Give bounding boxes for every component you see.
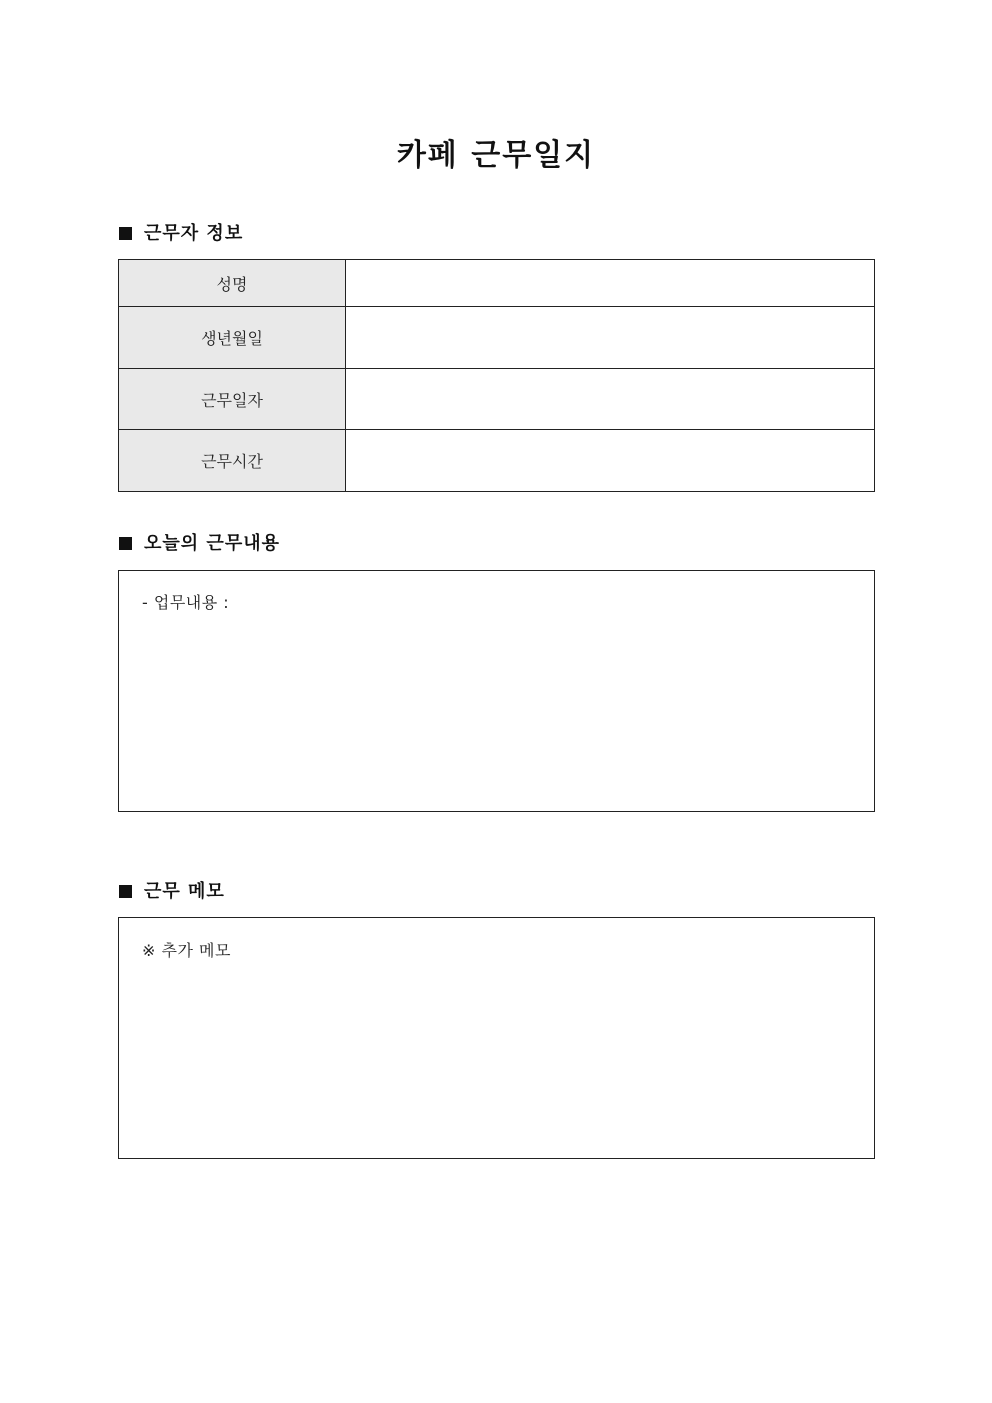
work-date-label: 근무일자 [119, 369, 346, 430]
birthdate-field[interactable] [346, 307, 875, 369]
work-memo-heading [119, 879, 225, 905]
work-memo-box[interactable] [118, 917, 875, 1159]
today-work-text: - 업무내용 : [142, 593, 230, 612]
today-work-heading [119, 531, 280, 557]
table-row [119, 369, 875, 430]
today-work-box[interactable] [118, 570, 875, 812]
table-row [119, 307, 875, 369]
square-bullet-icon [119, 885, 132, 898]
birthdate-label: 생년월일 [119, 307, 346, 369]
worker-info-heading [119, 221, 243, 247]
name-label: 성명 [119, 260, 346, 307]
square-bullet-icon [119, 537, 132, 550]
work-memo-text: ※ 추가 메모 [142, 941, 231, 960]
today-work-heading-text: 오늘의 근무내용 [144, 533, 280, 554]
table-row [119, 430, 875, 492]
work-hours-label: 근무시간 [119, 430, 346, 492]
worker-info-heading-text: 근무자 정보 [144, 223, 244, 244]
work-hours-field[interactable] [346, 430, 875, 492]
worker-info-table [118, 259, 875, 492]
document-title: 카페 근무일지 [396, 138, 596, 173]
table-row [119, 260, 875, 307]
square-bullet-icon [119, 227, 132, 240]
work-date-field[interactable] [346, 369, 875, 430]
name-field[interactable] [346, 260, 875, 307]
work-memo-heading-text: 근무 메모 [144, 881, 225, 902]
